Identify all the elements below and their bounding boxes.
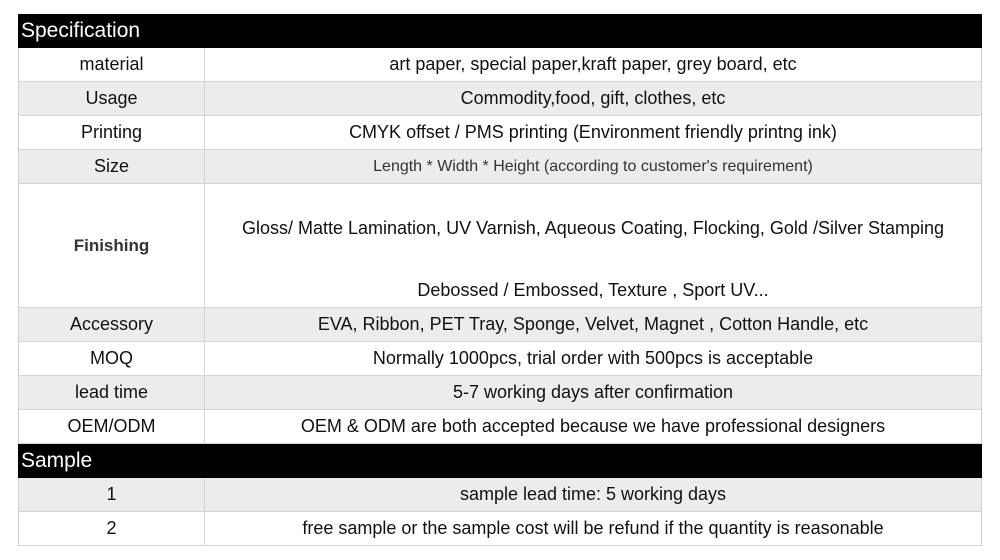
row-value: art paper, special paper,kraft paper, grey board, etc (389, 54, 797, 74)
finishing-line-2: Debossed / Embossed, Texture , Sport UV... (417, 280, 769, 300)
row-label: lead time (19, 376, 205, 409)
row-label: Size (19, 150, 205, 183)
row-label: MOQ (19, 342, 205, 375)
row-label: 1 (19, 478, 205, 511)
spec-row-accessory (18, 308, 982, 342)
spec-row-printing (18, 116, 982, 150)
specification-header: Specification (18, 14, 982, 48)
row-value: CMYK offset / PMS printing (Environment friendly printng ink) (349, 122, 837, 142)
row-value: Commodity,food, gift, clothes, etc (460, 88, 726, 108)
sample-row-2 (18, 512, 982, 546)
row-value: sample lead time: 5 working days (459, 484, 727, 504)
row-label: Usage (19, 82, 205, 115)
row-label: OEM/ODM (19, 410, 205, 443)
row-value: OEM & ODM are both accepted because we have professional designers (300, 416, 886, 436)
spec-row-size (18, 150, 982, 184)
row-value: free sample or the sample cost will be refund if the quantity is reasonable (302, 518, 884, 538)
row-value: EVA, Ribbon, PET Tray, Sponge, Velvet, Magnet , Cotton Handle, etc (317, 314, 869, 334)
row-label: Finishing (19, 184, 205, 307)
row-value: Normally 1000pcs, trial order with 500pcs is acceptable (372, 348, 814, 368)
spec-sheet (18, 14, 982, 546)
row-label: Printing (19, 116, 205, 149)
finishing-line-1: Gloss/ Matte Lamination, UV Varnish, Aqueous Coating, Flocking, Gold /Silver Stamping (241, 218, 944, 238)
sample-row-1 (18, 478, 982, 512)
row-value: 5-7 working days after confirmation (452, 382, 734, 402)
row-label: 2 (19, 512, 205, 545)
row-value: Length * Width * Height (according to customer's requirement) (373, 157, 813, 175)
row-label: Accessory (19, 308, 205, 341)
spec-row-moq (18, 342, 982, 376)
spec-row-finishing (18, 184, 982, 308)
spec-row-usage (18, 82, 982, 116)
spec-row-material (18, 48, 982, 82)
row-label: material (19, 48, 205, 81)
spec-row-lead-time (18, 376, 982, 410)
sample-header: Sample (18, 444, 982, 478)
row-value (205, 184, 981, 307)
spec-row-oem-odm (18, 410, 982, 444)
